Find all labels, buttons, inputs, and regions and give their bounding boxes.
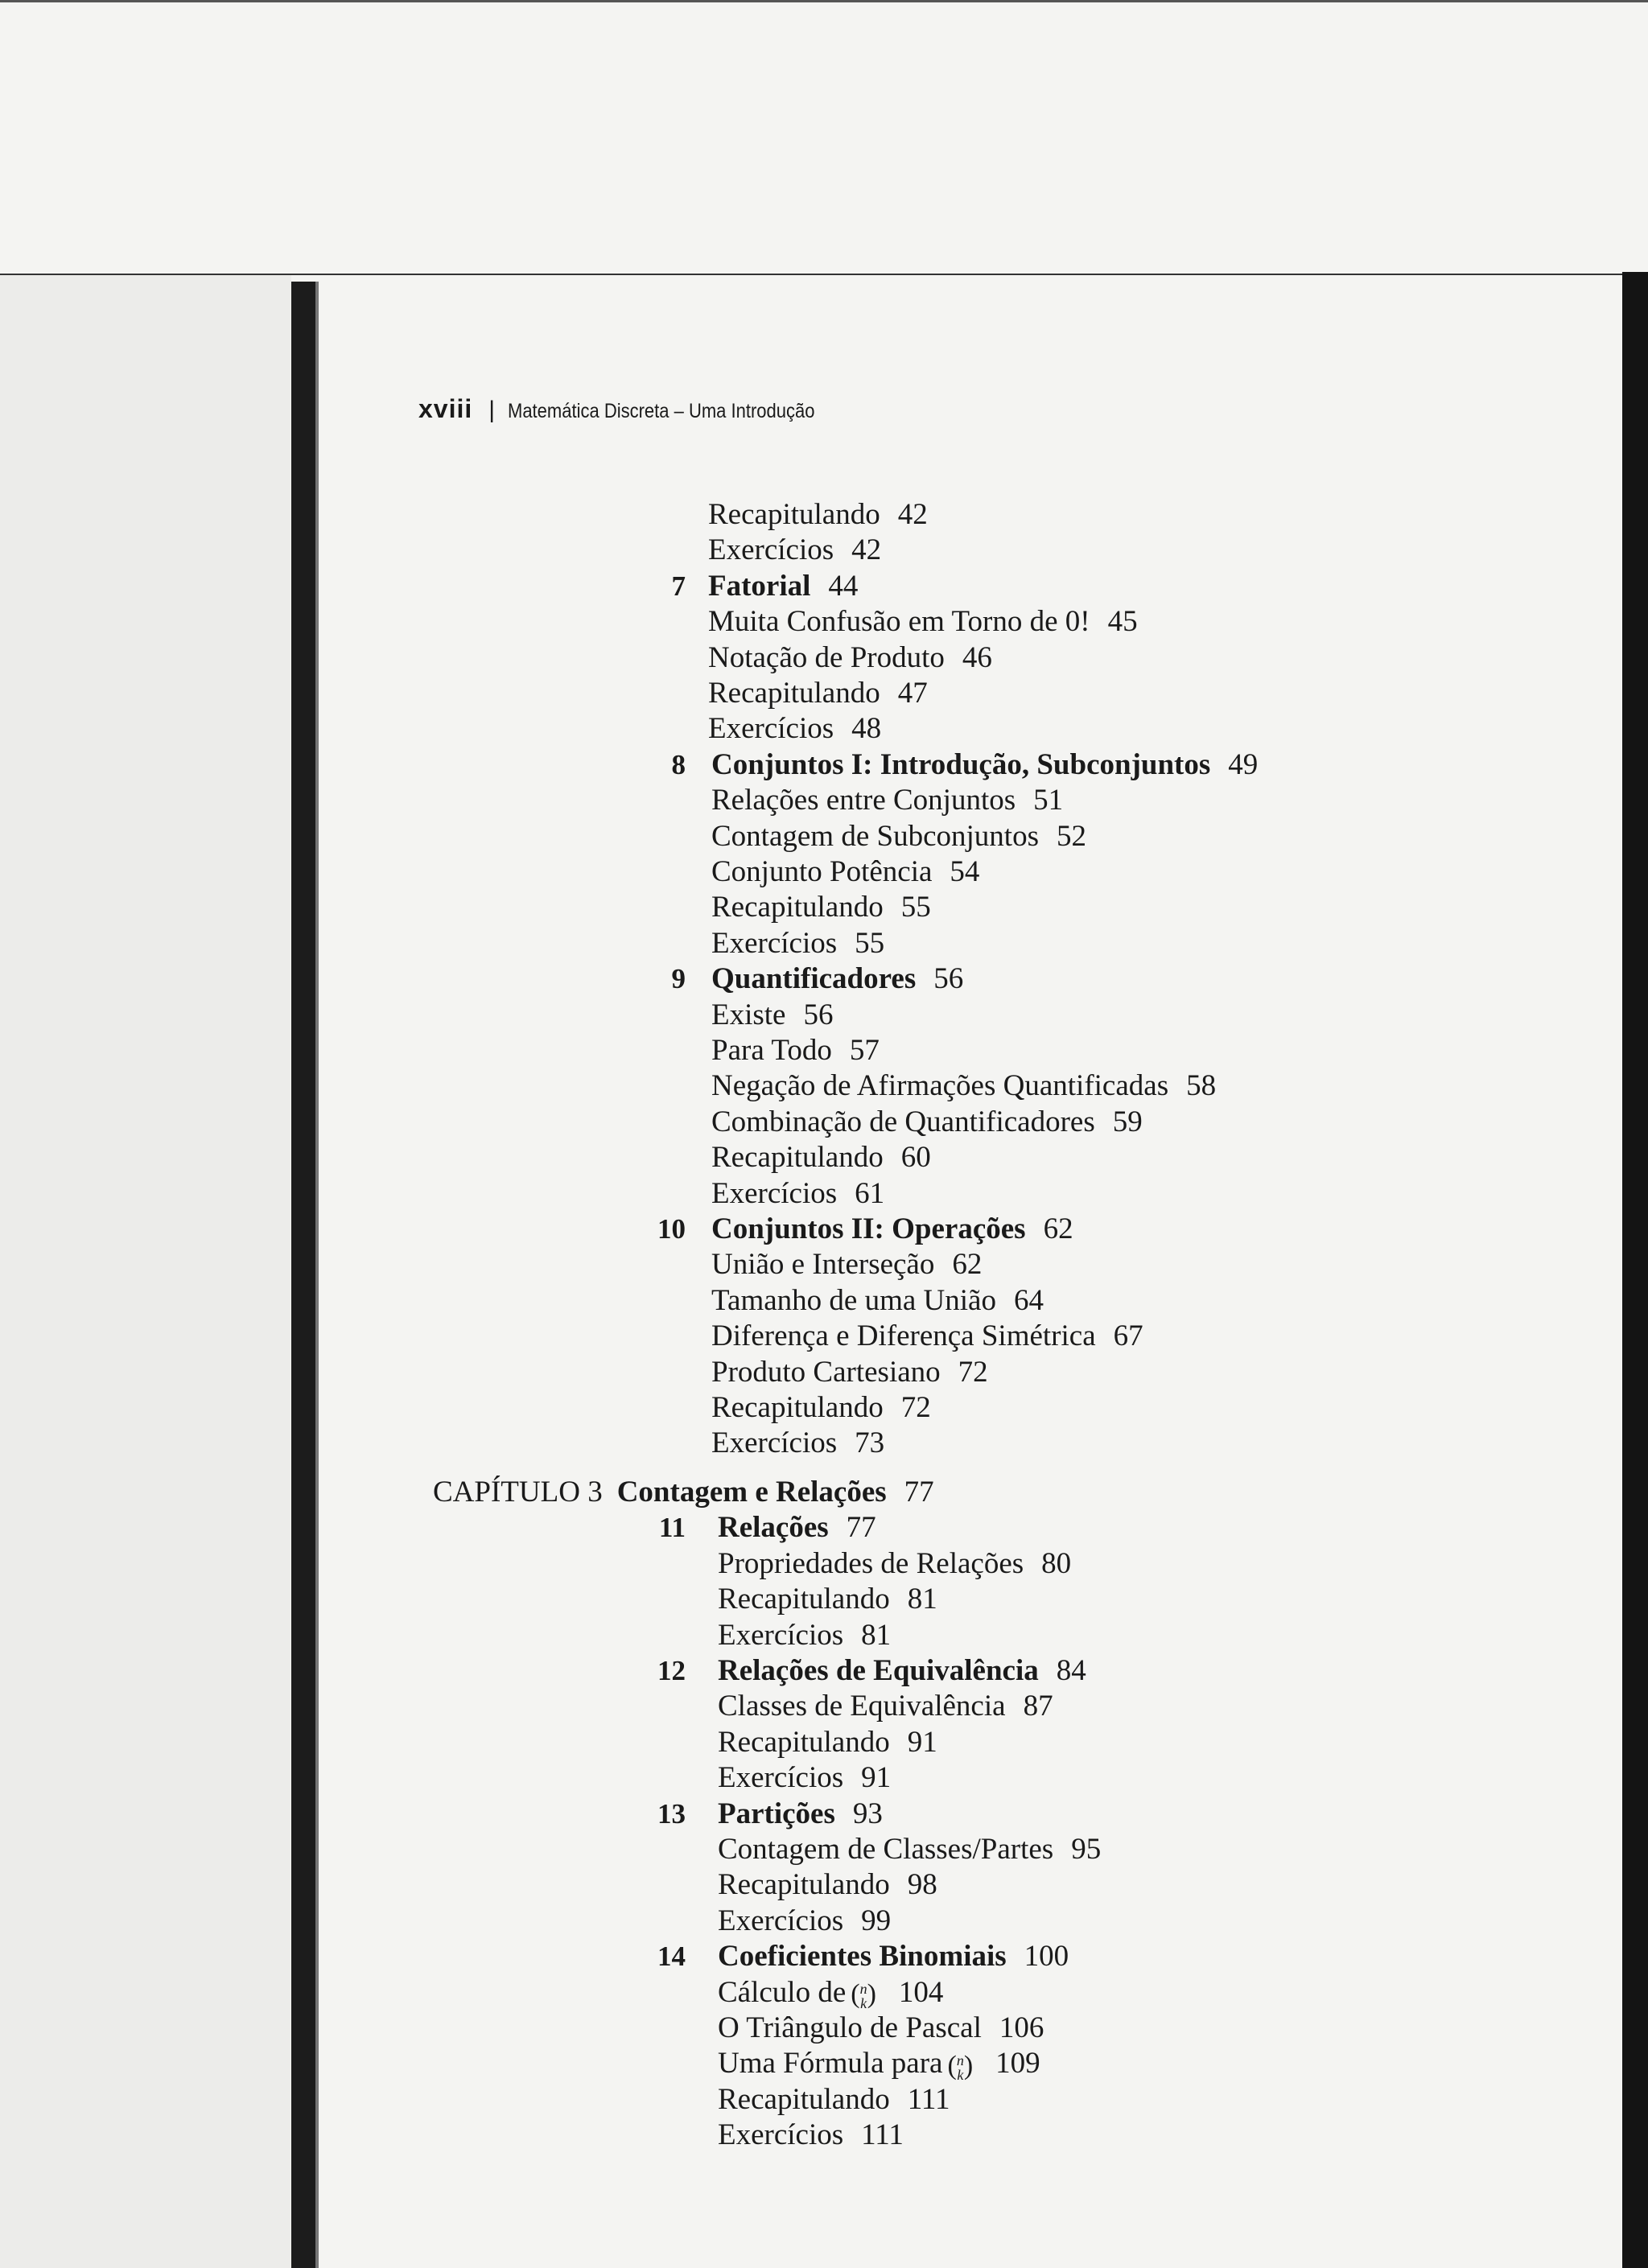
entry-page-number: 106 <box>999 2011 1044 2044</box>
entry-page-number: 87 <box>1023 1690 1053 1723</box>
subsection-entry <box>718 1546 1071 1582</box>
subsection-entry <box>708 604 1138 640</box>
subsection-entry <box>708 676 928 711</box>
entry-page-number: 81 <box>907 1583 937 1616</box>
header-separator: | <box>488 397 496 423</box>
section-entry <box>718 1653 1086 1689</box>
section-entry <box>708 569 858 604</box>
entry-page-number: 54 <box>950 855 980 888</box>
entry-label: Combinação de Quantificadores <box>711 1105 1095 1138</box>
chapter-label: CAPÍTULO 3 <box>433 1476 603 1509</box>
subsection-entry <box>718 1760 891 1796</box>
chapter-heading <box>433 1475 934 1510</box>
subsection-entry <box>711 926 884 961</box>
subsection-entry <box>711 1283 1044 1319</box>
subsection-entry <box>718 1904 891 1939</box>
subsection-entry <box>708 711 881 747</box>
entry-label: Propriedades de Relações <box>718 1546 1024 1580</box>
section-entry <box>711 1212 1073 1247</box>
page-number: xviii <box>418 394 473 423</box>
entry-page-number: 46 <box>962 640 992 674</box>
subsection-entry <box>718 1975 943 2013</box>
entry-label: Notação de Produto <box>708 640 945 674</box>
entry-label: Recapitulando <box>711 1141 884 1175</box>
entry-label: Contagem de Subconjuntos <box>711 819 1039 853</box>
entry-number: 11 <box>658 1512 686 1544</box>
entry-label: Relações de Equivalência <box>718 1654 1039 1687</box>
binomial-bottom: k <box>860 1995 867 2012</box>
subsection-entry <box>708 497 928 533</box>
subsection-entry <box>711 854 979 890</box>
book-spine-shadow <box>291 282 315 2268</box>
entry-label: O Triângulo de Pascal <box>718 2011 982 2044</box>
entry-page-number: 62 <box>952 1248 983 1282</box>
scan-top-edge <box>0 0 1648 2</box>
entry-number: 14 <box>657 1941 686 1973</box>
entry-page-number: 98 <box>907 1868 937 1902</box>
entry-page-number: 104 <box>898 1975 944 2009</box>
entry-number: 7 <box>671 570 686 602</box>
subsection-entry <box>711 819 1086 854</box>
entry-page-number: 72 <box>958 1355 988 1389</box>
entry-label: Cálculo de <box>718 1975 847 2009</box>
subsection-entry <box>718 1618 891 1653</box>
entry-number: 10 <box>657 1213 686 1245</box>
entry-page-number: 72 <box>900 1391 931 1424</box>
book-spine-edge <box>315 282 319 2268</box>
entry-page-number: 51 <box>1033 784 1064 817</box>
entry-page-number: 55 <box>855 926 885 960</box>
book-title: Matemática Discreta – Uma Introdução <box>508 400 815 422</box>
entry-page-number: 57 <box>849 1034 880 1067</box>
entry-page-number: 48 <box>851 712 882 746</box>
subsection-entry <box>711 1105 1143 1140</box>
subsection-entry <box>711 1247 982 1282</box>
chapter-page-number: 77 <box>904 1476 934 1509</box>
section-entry <box>718 1797 883 1832</box>
entry-page-number: 42 <box>851 533 882 567</box>
entry-label: Fatorial <box>708 569 811 603</box>
entry-label: Coeficientes Binomiais <box>718 1940 1007 1974</box>
subsection-entry <box>711 1033 880 1068</box>
entry-page-number: 100 <box>1024 1940 1069 1974</box>
entry-page-number: 60 <box>900 1141 931 1175</box>
entry-page-number: 62 <box>1043 1212 1073 1245</box>
subsection-entry <box>711 890 931 925</box>
scan-right-border <box>1622 272 1648 2268</box>
entry-page-number: 59 <box>1112 1105 1143 1138</box>
entry-label: Produto Cartesiano <box>711 1355 941 1389</box>
entry-label: Contagem de Classes/Partes <box>718 1833 1054 1866</box>
entry-label: Diferença e Diferença Simétrica <box>711 1319 1096 1353</box>
entry-label: Exercícios <box>718 1904 844 1937</box>
subsection-entry <box>718 1582 937 1617</box>
entry-page-number: 91 <box>907 1725 937 1759</box>
entry-label: Recapitulando <box>718 1583 890 1616</box>
entry-number: 9 <box>671 963 686 995</box>
binomial-symbol: (n k) <box>851 1979 876 2012</box>
entry-page-number: 55 <box>900 891 931 924</box>
subsection-entry <box>718 2046 1040 2084</box>
subsection-entry <box>711 1068 1216 1104</box>
subsection-entry <box>718 1725 937 1760</box>
entry-page-number: 84 <box>1056 1654 1086 1687</box>
subsection-entry <box>711 1176 884 1212</box>
entry-label: Exercícios <box>718 1618 844 1652</box>
subsection-entry <box>718 2082 950 2118</box>
entry-page-number: 77 <box>846 1511 876 1545</box>
scan-page-edge <box>0 274 1648 275</box>
subsection-entry <box>718 1689 1053 1724</box>
entry-page-number: 67 <box>1113 1319 1143 1353</box>
entry-label: Recapitulando <box>711 891 884 924</box>
entry-label: Exercícios <box>718 1761 844 1795</box>
entry-page-number: 64 <box>1013 1283 1044 1317</box>
entry-label: Relações entre Conjuntos <box>711 784 1016 817</box>
entry-page-number: 73 <box>855 1426 885 1460</box>
subsection-entry <box>708 640 992 676</box>
entry-label: Tamanho de uma União <box>711 1283 996 1317</box>
entry-label: União e Interseção <box>711 1248 935 1282</box>
entry-number: 8 <box>671 748 686 780</box>
entry-page-number: 56 <box>803 998 834 1031</box>
entry-label: Exercícios <box>711 1426 838 1460</box>
entry-label: Exercícios <box>708 712 834 746</box>
entry-page-number: 52 <box>1056 819 1086 853</box>
binomial-top: n <box>956 2052 964 2069</box>
entry-label: Existe <box>711 998 786 1031</box>
binomial-symbol: (n k) <box>947 2050 974 2084</box>
subsection-entry <box>718 1867 937 1903</box>
section-entry <box>718 1939 1069 1974</box>
entry-label: Classes de Equivalência <box>718 1690 1006 1723</box>
chapter-title: Contagem e Relações <box>616 1476 887 1509</box>
subsection-entry <box>711 1426 884 1461</box>
entry-label: Recapitulando <box>708 498 880 531</box>
entry-page-number: 61 <box>855 1176 885 1210</box>
entry-label: Recapitulando <box>708 677 880 710</box>
entry-label: Exercícios <box>708 533 834 567</box>
entry-label: Relações <box>718 1511 829 1545</box>
entry-page-number: 44 <box>828 569 859 603</box>
entry-label: Muita Confusão em Torno de 0! <box>708 605 1090 639</box>
section-entry <box>711 961 963 997</box>
subsection-entry <box>711 1355 988 1390</box>
subsection-entry <box>718 2118 904 2153</box>
section-entry <box>711 747 1258 783</box>
entry-label: Conjuntos II: Operações <box>711 1212 1026 1245</box>
entry-page-number: 45 <box>1107 605 1138 639</box>
subsection-entry <box>708 533 881 568</box>
entry-page-number: 42 <box>897 498 928 531</box>
entry-number: 12 <box>657 1655 686 1686</box>
entry-label: Uma Fórmula para <box>718 2047 943 2081</box>
entry-label: Recapitulando <box>718 1725 890 1759</box>
binomial-top: n <box>859 1981 867 1998</box>
subsection-entry <box>711 1390 931 1426</box>
subsection-entry <box>711 998 833 1033</box>
subsection-entry <box>711 783 1063 818</box>
subsection-entry <box>718 2011 1044 2046</box>
running-header <box>418 394 857 424</box>
entry-number: 13 <box>657 1797 686 1830</box>
entry-page-number: 93 <box>852 1797 883 1830</box>
entry-page-number: 56 <box>933 962 964 996</box>
entry-page-number: 58 <box>1186 1069 1217 1103</box>
entry-page-number: 91 <box>861 1761 892 1795</box>
entry-page-number: 49 <box>1228 747 1259 781</box>
subsection-entry <box>711 1319 1143 1354</box>
subsection-entry <box>711 1140 931 1175</box>
entry-label: Partições <box>718 1797 835 1830</box>
entry-page-number: 99 <box>861 1904 892 1937</box>
entry-label: Exercícios <box>711 926 838 960</box>
entry-label: Para Todo <box>711 1034 832 1067</box>
entry-label: Negação de Afirmações Quantificadas <box>711 1069 1169 1103</box>
entry-label: Conjunto Potência <box>711 855 933 888</box>
entry-page-number: 81 <box>861 1618 892 1652</box>
entry-page-number: 80 <box>1041 1546 1072 1580</box>
scan-left-margin <box>0 275 291 2268</box>
entry-label: Exercícios <box>711 1176 838 1210</box>
entry-label: Quantificadores <box>711 962 917 996</box>
entry-label: Conjuntos I: Introdução, Subconjuntos <box>711 747 1211 781</box>
subsection-entry <box>718 1832 1101 1867</box>
entry-page-number: 111 <box>907 2082 950 2116</box>
section-entry <box>718 1510 876 1546</box>
binomial-bottom: k <box>957 2067 964 2084</box>
entry-page-number: 111 <box>861 2118 904 2152</box>
entry-page-number: 47 <box>897 677 928 710</box>
entry-label: Exercícios <box>718 2118 844 2152</box>
entry-page-number: 109 <box>995 2047 1040 2081</box>
entry-label: Recapitulando <box>718 2082 890 2116</box>
entry-label: Recapitulando <box>718 1868 890 1902</box>
entry-label: Recapitulando <box>711 1391 884 1424</box>
entry-page-number: 95 <box>1071 1833 1102 1866</box>
